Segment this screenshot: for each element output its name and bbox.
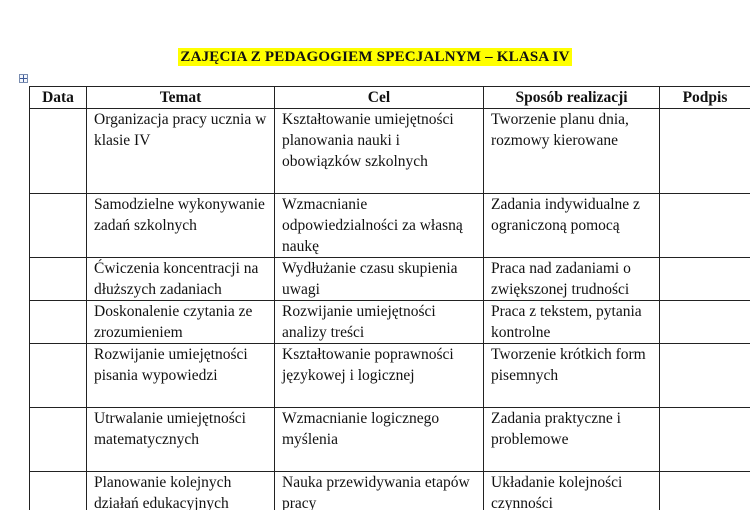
header-cel: Cel [275,87,484,109]
cell-cel[interactable]: Wzmacnianie logicznego myślenia [275,408,484,472]
table-row [30,258,750,301]
lesson-plan-table [29,86,750,510]
cell-temat[interactable]: Organizacja pracy ucznia w klasie IV [87,109,275,194]
cell-temat[interactable]: Planowanie kolejnych działań edukacyjnych [87,472,275,510]
cell-cel[interactable]: Wydłużanie czasu skupienia uwagi [275,258,484,301]
document-title [0,48,750,66]
cell-data[interactable] [30,344,87,408]
cell-data[interactable] [30,258,87,301]
cell-cel[interactable]: Kształtowanie poprawności językowej i logicznej [275,344,484,408]
cell-data[interactable] [30,109,87,194]
cell-temat[interactable]: Utrwalanie umiejętności matematycznych [87,408,275,472]
cell-temat[interactable]: Ćwiczenia koncentracji na dłuższych zadaniach [87,258,275,301]
table-row [30,344,750,408]
cell-podpis[interactable] [660,301,750,344]
cell-sposob[interactable]: Tworzenie planu dnia, rozmowy kierowane [484,109,660,194]
cell-podpis[interactable] [660,109,750,194]
cell-sposob[interactable]: Tworzenie krótkich form pisemnych [484,344,660,408]
cell-cel[interactable]: Nauka przewidywania etapów pracy [275,472,484,510]
table-header-row [30,87,750,109]
header-temat: Temat [87,87,275,109]
cell-cel[interactable]: Kształtowanie umiejętności planowania nauki i obowiązków szkolnych [275,109,484,194]
cell-podpis[interactable] [660,472,750,510]
cell-data[interactable] [30,472,87,510]
table-row [30,472,750,510]
cell-sposob[interactable]: Zadania praktyczne i problemowe [484,408,660,472]
table-row [30,408,750,472]
cell-data[interactable] [30,194,87,258]
table-row [30,301,750,344]
cell-temat[interactable]: Doskonalenie czytania ze zrozumieniem [87,301,275,344]
cell-podpis[interactable] [660,408,750,472]
document-title-text: ZAJĘCIA Z PEDAGOGIEM SPECJALNYM – KLASA IV [180,49,570,65]
cell-temat[interactable]: Samodzielne wykonywanie zadań szkolnych [87,194,275,258]
header-data: Data [30,87,87,109]
cell-podpis[interactable] [660,194,750,258]
header-podpis: Podpis [660,87,750,109]
table-row [30,194,750,258]
table-move-handle-icon[interactable] [19,74,28,83]
cell-cel[interactable]: Rozwijanie umiejętności analizy treści [275,301,484,344]
cell-sposob[interactable]: Praca nad zadaniami o zwiększonej trudności [484,258,660,301]
cell-podpis[interactable] [660,344,750,408]
cell-temat[interactable]: Rozwijanie umiejętności pisania wypowiedzi [87,344,275,408]
table-row [30,109,750,194]
cell-sposob[interactable]: Praca z tekstem, pytania kontrolne [484,301,660,344]
cell-podpis[interactable] [660,258,750,301]
cell-data[interactable] [30,408,87,472]
cell-sposob[interactable]: Zadania indywidualne z ograniczoną pomocą [484,194,660,258]
header-sposob-realizacji: Sposób realizacji [484,87,660,109]
cell-cel[interactable]: Wzmacnianie odpowiedzialności za własną naukę [275,194,484,258]
cell-sposob[interactable]: Układanie kolejności czynności [484,472,660,510]
cell-data[interactable] [30,301,87,344]
